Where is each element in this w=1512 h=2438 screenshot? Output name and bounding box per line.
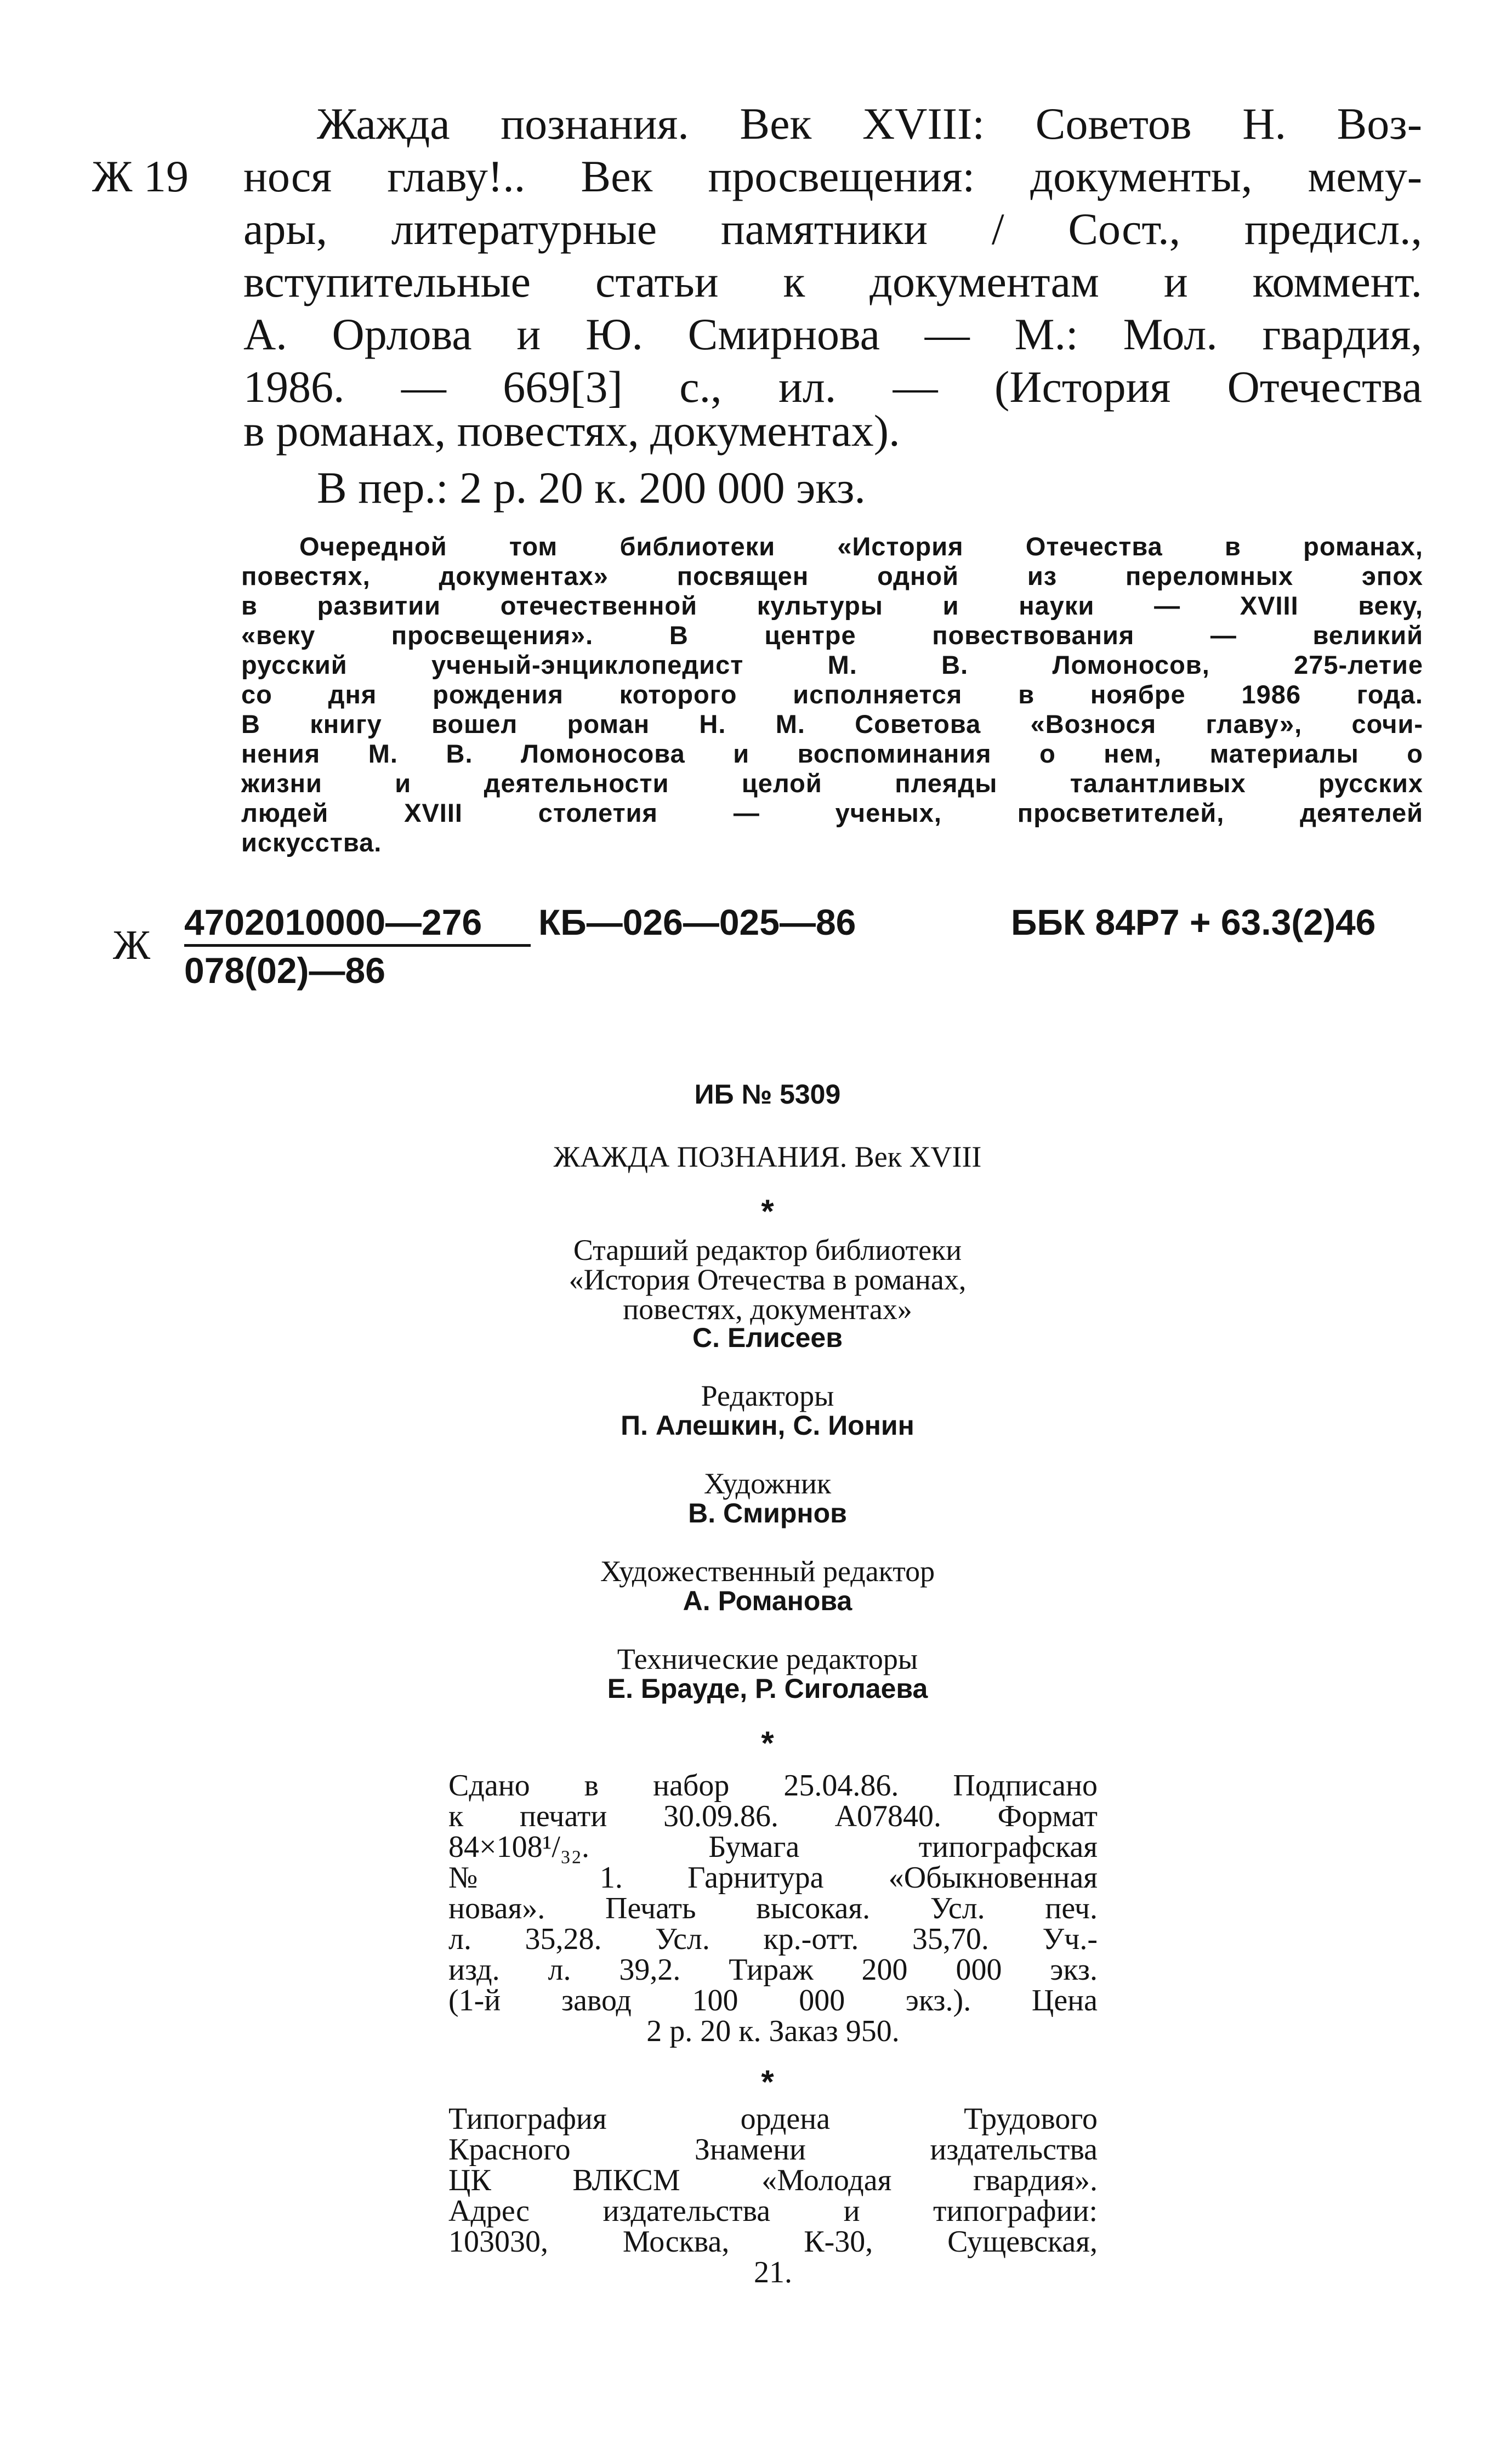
book-title: ЖАЖДА ПОЗНАНИЯ. Век XVIII	[553, 1140, 982, 1173]
bib-line: Жажда познания. Век XVIII: Советов Н. Воз-	[317, 99, 1422, 149]
annotation-line: русский ученый-энциклопедист М. В. Ломоносов, 275-летие	[241, 650, 1423, 679]
bib-line: нося главу!.. Век просвещения: документы, мему-	[243, 151, 1422, 201]
senior-editor-role: повестях, документах»	[623, 1293, 912, 1326]
art-editor-role: Художественный редактор	[600, 1555, 935, 1588]
annotation-line: нения М. В. Ломоносова и воспоминания о нем, материалы о	[241, 739, 1423, 768]
classification-code: Ж 19	[92, 151, 189, 201]
price-and-print-run: В пер.: 2 р. 20 к. 200 000 экз.	[317, 463, 866, 513]
printer-line: ЦК ВЛКСМ «Молодая гвардия».	[448, 2163, 1098, 2197]
separator-star: *	[761, 1193, 774, 1230]
bib-line: А. Орлова и Ю. Смирнова — М.: Мол. гвардия,	[243, 309, 1422, 359]
annotation-line: со дня рождения которого исполняется в ноябре 1986 года.	[241, 680, 1423, 709]
art-editor-name: А. Романова	[683, 1585, 852, 1616]
fraction-rule	[184, 944, 531, 947]
printer-line: 103030, Москва, К-30, Сущевская,	[448, 2225, 1098, 2259]
artist-name: В. Смирнов	[688, 1498, 847, 1528]
annotation-line: жизни и деятельности целой плеяды талантливых русских	[241, 769, 1423, 798]
senior-editor-role: Старший редактор библиотеки	[573, 1234, 962, 1266]
production-line: к печати 30.09.86. А07840. Формат	[448, 1799, 1098, 1833]
senior-editor-role: «История Отечества в романах,	[569, 1263, 967, 1296]
index-denominator: 078(02)—86	[184, 950, 385, 991]
printer-line: Типография ордена Трудового	[448, 2102, 1098, 2136]
senior-editor-name: С. Елисеев	[692, 1322, 843, 1353]
annotation-line: искусства.	[241, 828, 382, 857]
printer-line: Красного Знамени издательства	[448, 2133, 1098, 2167]
bib-line: вступительные статьи к документам и коммент.	[243, 257, 1422, 306]
annotation-line: Очередной том библиотеки «История Отечества в романах,	[299, 532, 1423, 561]
bib-line: ары, литературные памятники / Сост., предисл.,	[243, 204, 1422, 254]
separator-star: *	[761, 1725, 774, 1761]
index-numerator: 4702010000—276	[184, 902, 482, 942]
ib-number: ИБ № 5309	[694, 1079, 841, 1110]
tech-editors-names: Е. Брауде, Р. Сиголаева	[607, 1673, 928, 1704]
printer-line: 21.	[754, 2255, 792, 2289]
editors-names: П. Алешкин, С. Ионин	[621, 1410, 914, 1441]
annotation-line: «веку просвещения». В центре повествования — великий	[241, 621, 1423, 650]
editors-role: Редакторы	[701, 1379, 834, 1412]
production-line: изд. л. 39,2. Тираж 200 000 экз.	[448, 1953, 1098, 1987]
annotation-line: в развитии отечественной культуры и науки — XVIII веку,	[241, 591, 1423, 620]
separator-star: *	[761, 2064, 774, 2100]
kb-code: КБ—026—025—86	[538, 902, 856, 942]
bbk-code: ББК 84Р7 + 63.3(2)46	[1011, 902, 1376, 942]
production-line: Сдано в набор 25.04.86. Подписано	[448, 1769, 1098, 1803]
production-line: № 1. Гарнитура «Обыкновенная	[448, 1861, 1098, 1895]
production-line: 84×108¹/₃₂. Бумага типографская	[448, 1830, 1098, 1864]
annotation-line: В книгу вошел роман Н. М. Советова «Вознося главу», сочи-	[241, 709, 1423, 738]
annotation-line: повестях, документах» посвящен одной из переломных эпох	[241, 561, 1423, 590]
artist-role: Художник	[703, 1467, 832, 1500]
bib-line: в романах, повестях, документах).	[243, 406, 900, 456]
annotation-line: людей XVIII столетия — ученых, просветителей, деятелей	[241, 798, 1423, 827]
production-line: 2 р. 20 к. Заказ 950.	[646, 2014, 900, 2048]
production-line: новая». Печать высокая. Усл. печ.	[448, 1891, 1098, 1925]
production-line: (1-й завод 100 000 экз.). Цена	[448, 1984, 1098, 2018]
production-line: л. 35,28. Усл. кр.-отт. 35,70. Уч.-	[448, 1922, 1098, 1956]
printer-line: Адрес издательства и типографии:	[448, 2194, 1098, 2228]
tech-editors-role: Технические редакторы	[617, 1643, 918, 1675]
index-letter: Ж	[113, 922, 151, 968]
bib-line: 1986. — 669[3] с., ил. — (История Отечества	[243, 362, 1422, 412]
